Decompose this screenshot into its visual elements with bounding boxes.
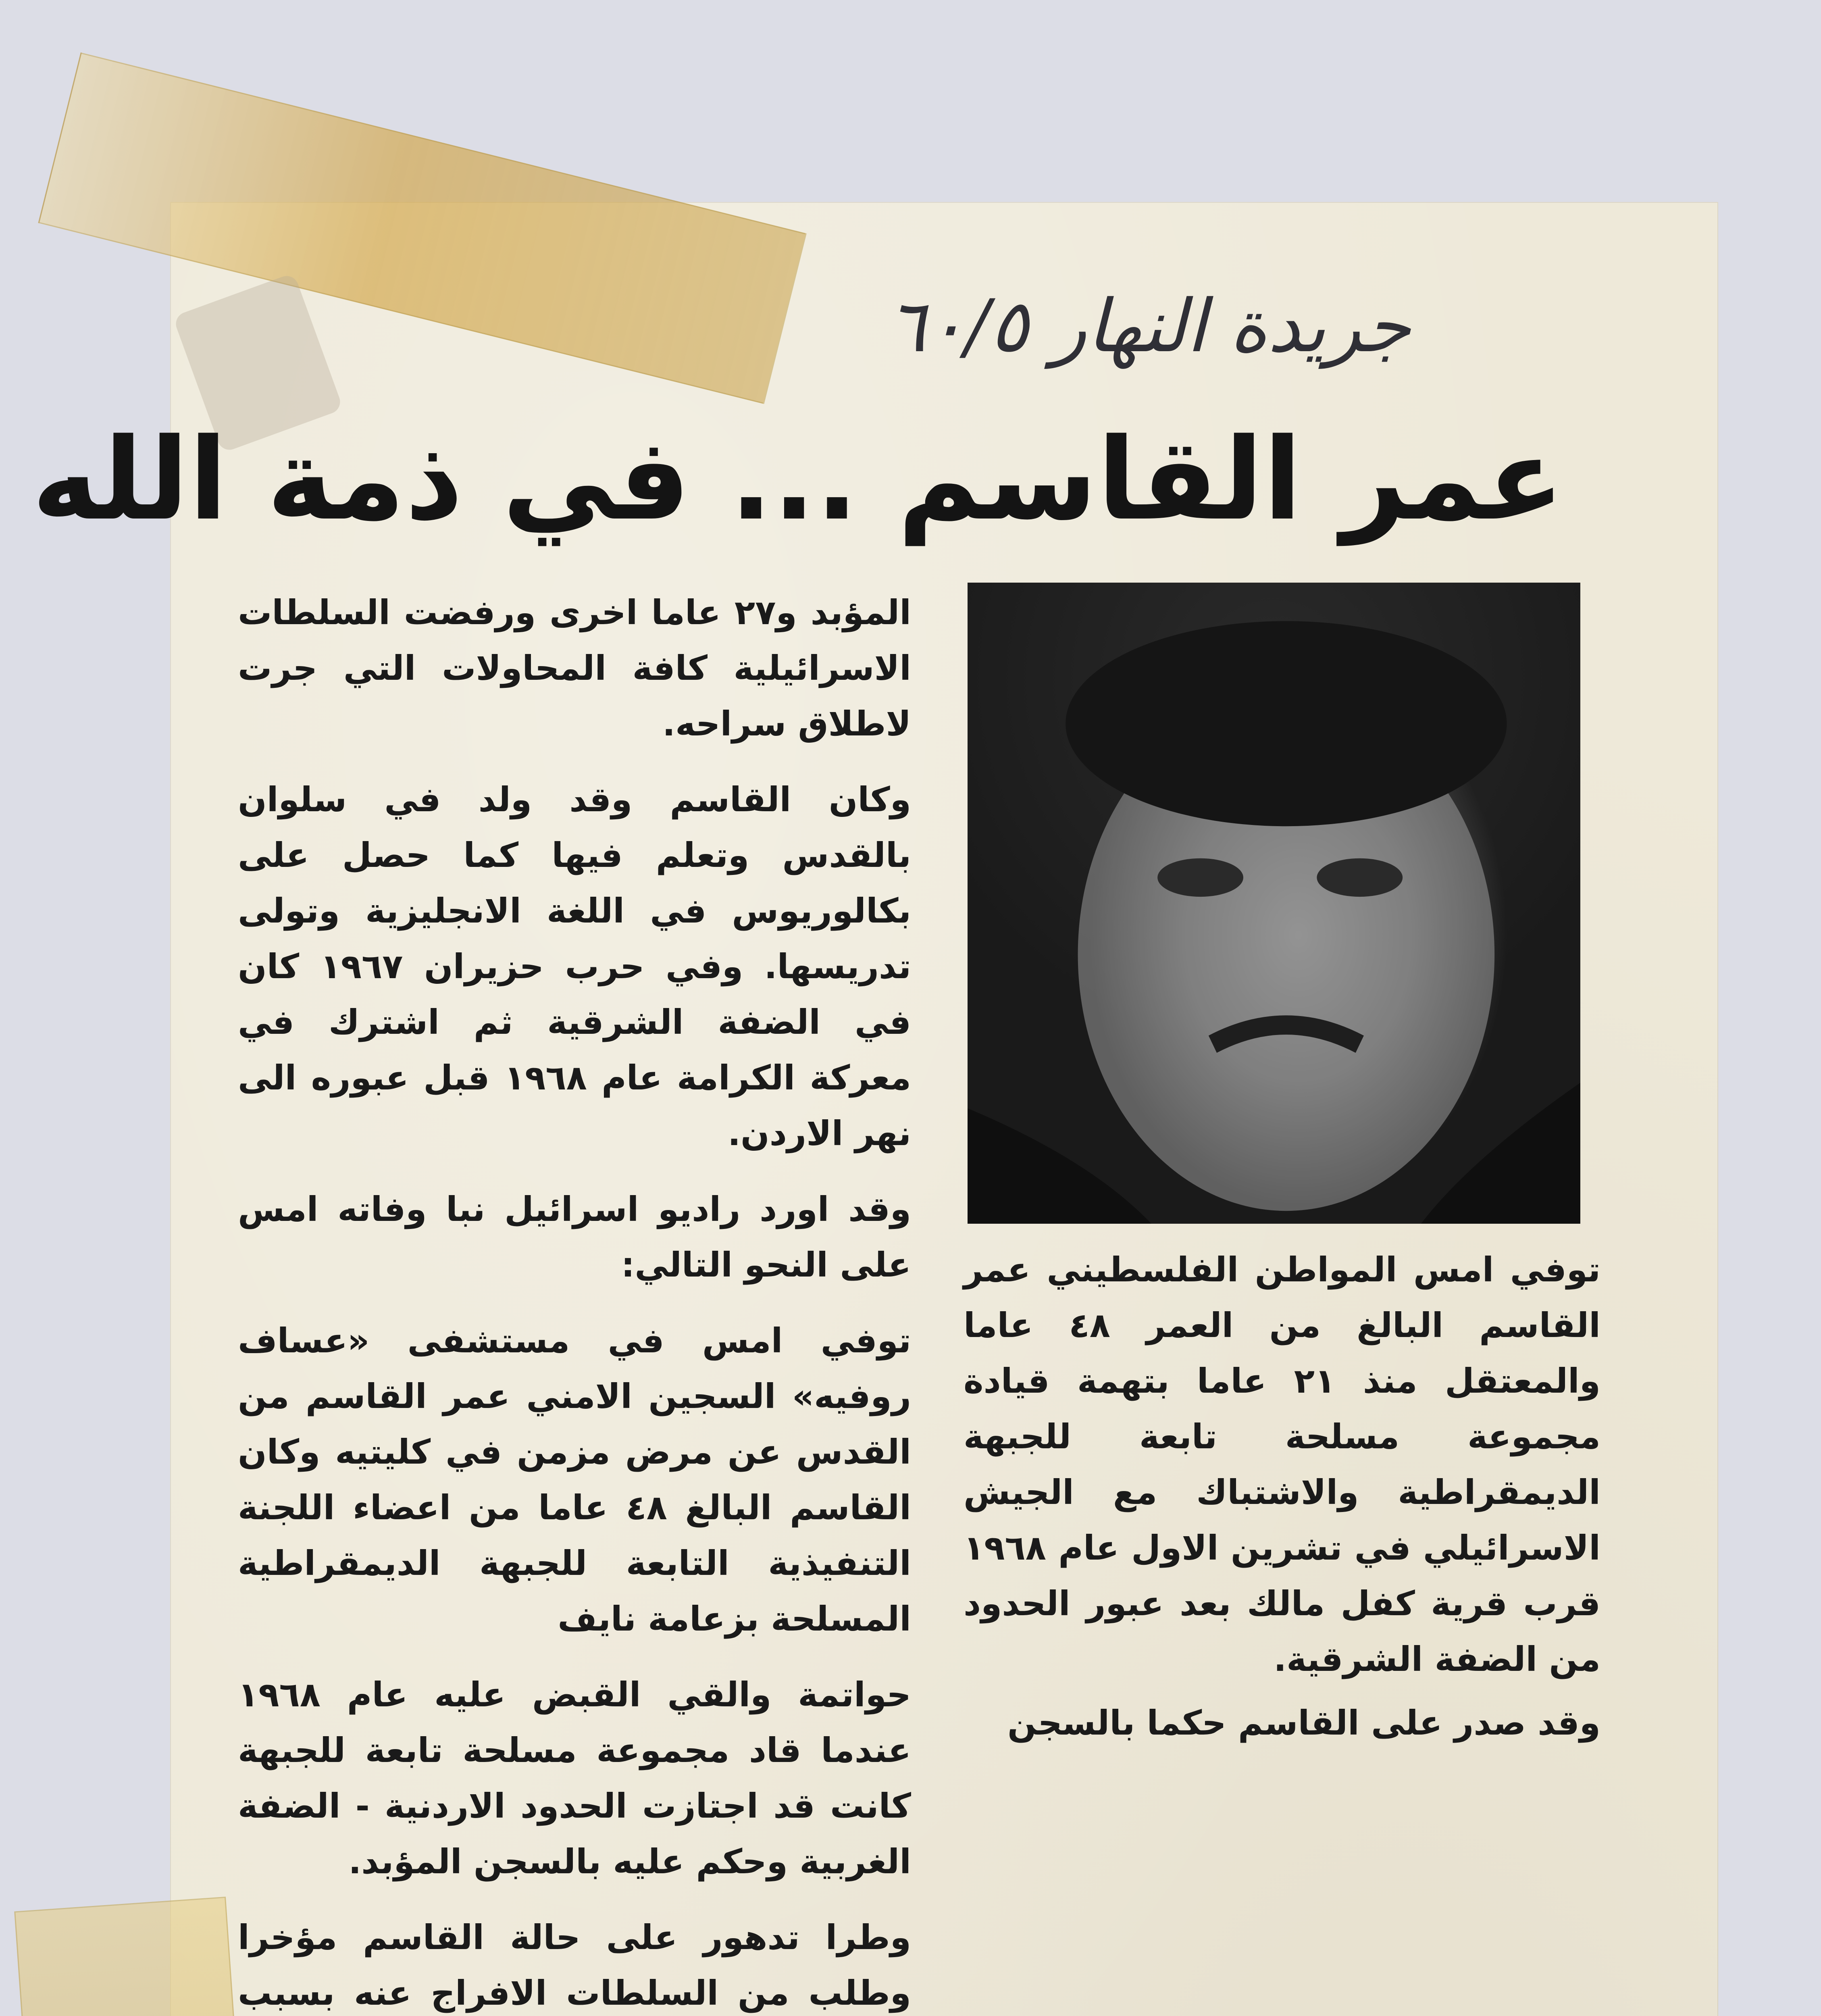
article-paragraph: وقد صدر على القاسم حكما بالسجن xyxy=(1007,1703,1600,1743)
headline: عمر القاسم ... في ذمة الله xyxy=(31,414,1564,546)
article-paragraph: توفي امس في مستشفى «عساف روفيه» السجين الامني عمر القاسم من القدس عن مرض مزمن في كليتيه وكان القاسم البالغ ٤٨ عاما من اعضاء اللجنة التنفيذية التابعة للجبهة الديمقراطية المسلحة بزعامة نايف xyxy=(238,1321,911,1639)
portrait-photo-icon xyxy=(968,583,1580,1224)
article-paragraph: وكان القاسم وقد ولد في سلوان بالقدس وتعلم فيها كما حصل على بكالوريوس في اللغة الانجليزية وتولى تدريسها. وفي حرب حزيران ١٩٦٧ كان في الضفة الشرقية ثم اشترك في معركة الكرامة عام ١٩٦٨ قبل عبوره الى نهر الاردن. xyxy=(238,780,911,1153)
article-paragraph: المؤبد و٢٧ عاما اخرى ورفضت السلطات الاسرائيلية كافة المحاولات التي جرت لاطلاق سراحه. xyxy=(238,593,911,744)
article-body-right-column xyxy=(964,1242,1600,1826)
article-paragraph: توفي امس المواطن الفلسطيني عمر القاسم البالغ من العمر ٤٨ عاما والمعتقل منذ ٢١ عاما بتهمة قيادة مجموعة مسلحة تابعة للجبهة الديمقراطية والاشتباك مع الجيش الاسرائيلي في تشرين الاول عام ١٩٦٨ قرب قرية كفل مالك بعد عبور الحدود من الضفة الشرقية. xyxy=(964,1250,1600,1679)
article-body-left-column xyxy=(238,585,911,2016)
article-paragraph: وطرا تدهور على حالة القاسم مؤخرا وطلب من السلطات الافراج عنه بسبب xyxy=(238,1918,911,2013)
handwritten-note: جريدة النهار ٦٠/٥ xyxy=(887,284,1411,369)
portrait-photo xyxy=(968,583,1580,1224)
article-paragraph: حواتمة والقي القبض عليه عام ١٩٦٨ عندما قاد مجموعة مسلحة تابعة للجبهة كانت قد اجتازت الحدود الاردنية - الضفة الغربية وحكم عليه بالسجن المؤبد. xyxy=(238,1675,911,1881)
article-paragraph: وقد اورد راديو اسرائيل نبا وفاته امس على النحو التالي: xyxy=(238,1189,911,1285)
